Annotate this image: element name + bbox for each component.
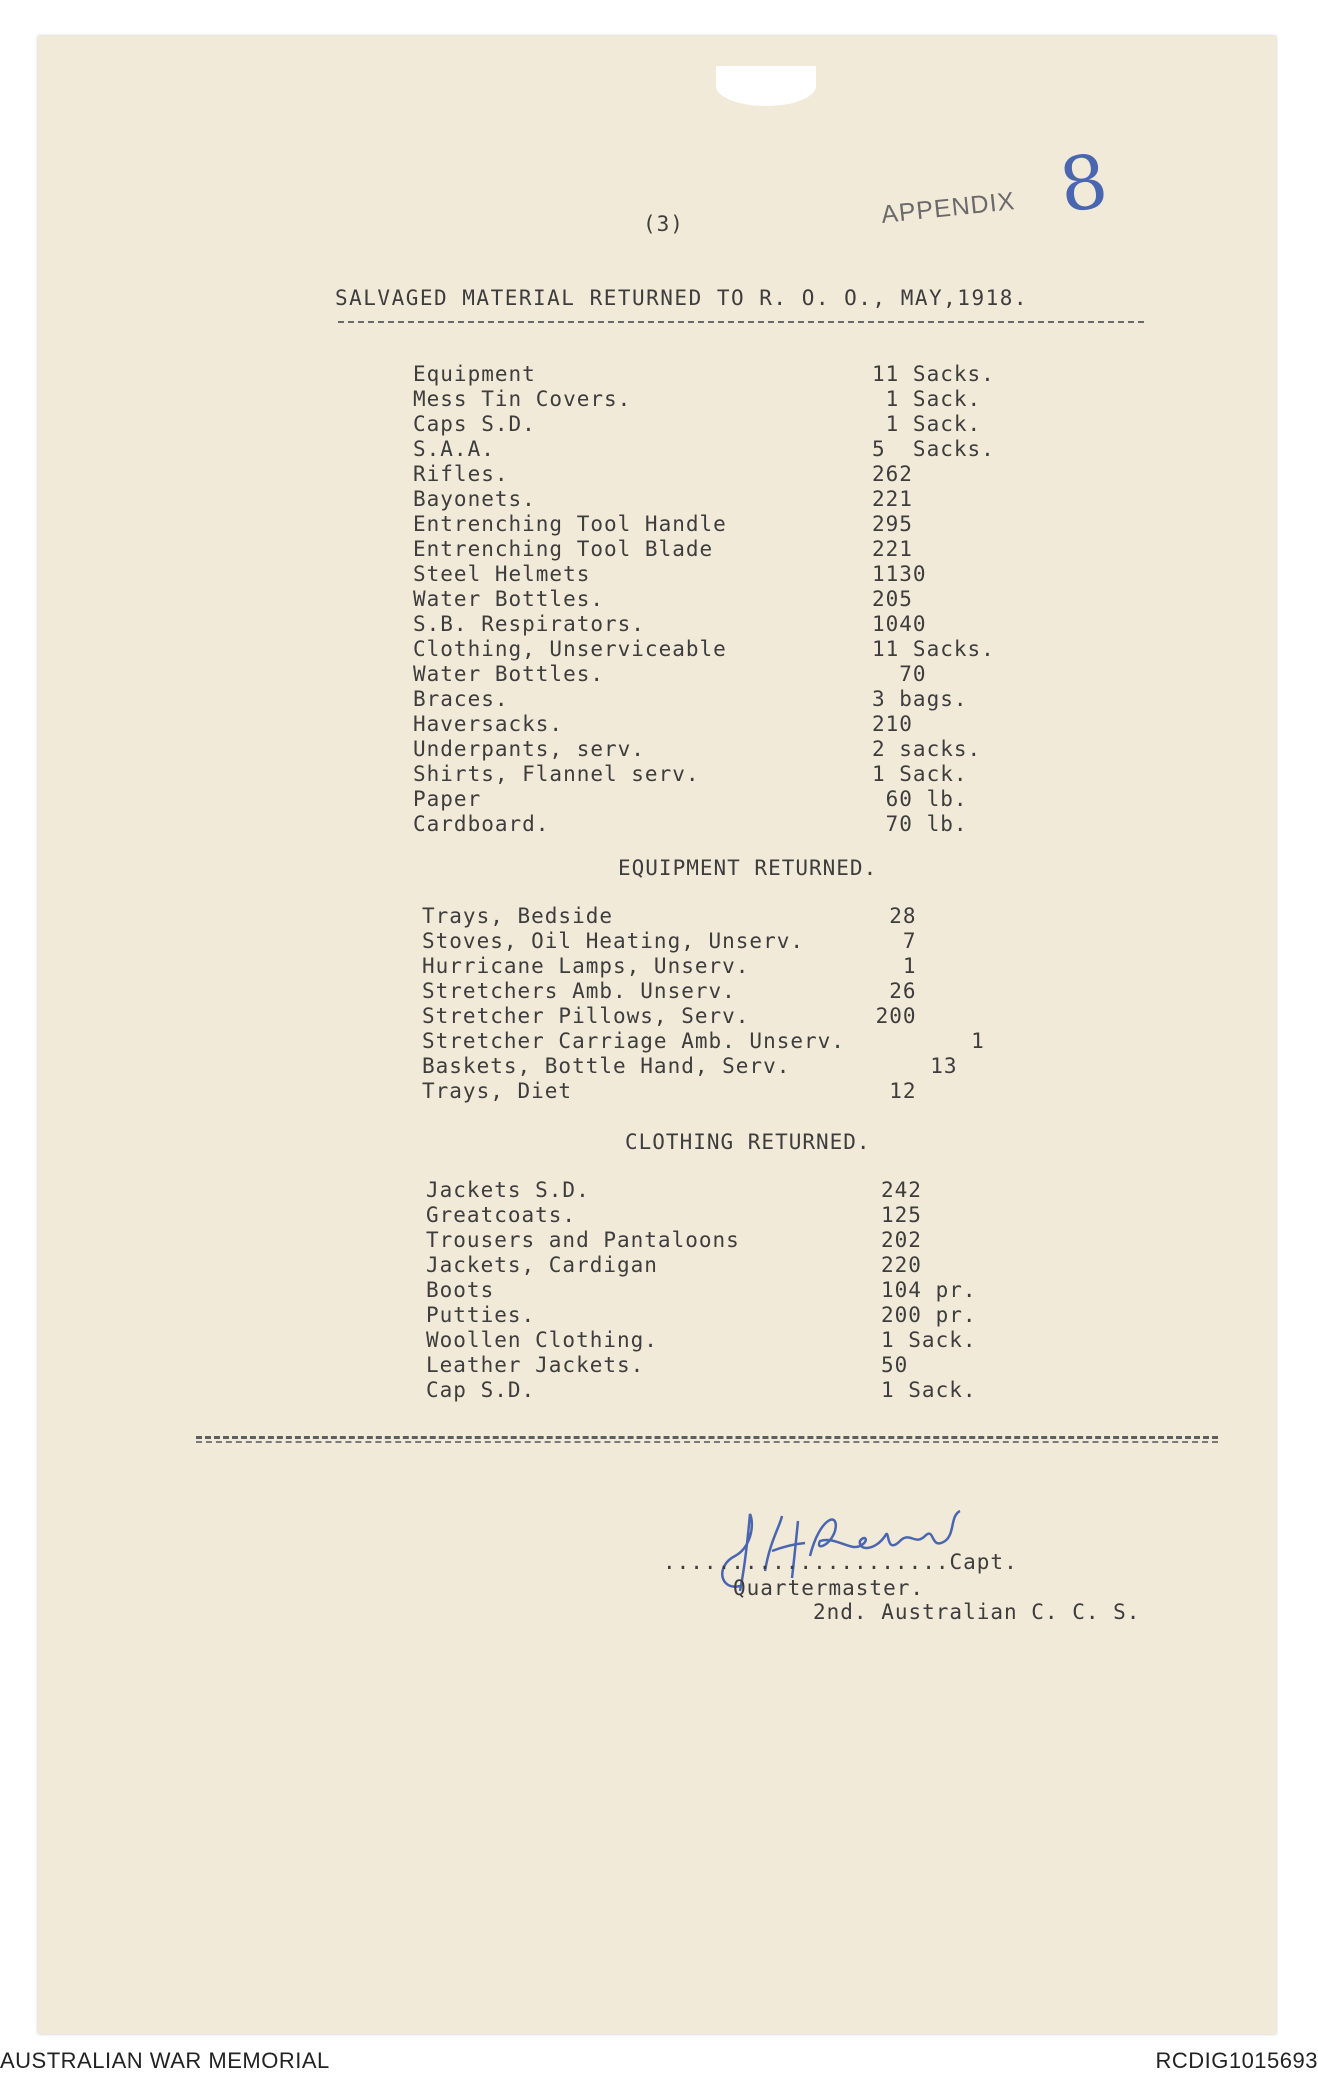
item-quantity: 2 sacks.	[872, 737, 982, 761]
item-name: Cardboard.	[413, 812, 550, 836]
item-quantity: 12	[862, 1079, 917, 1103]
item-quantity: 242	[881, 1178, 922, 1202]
signatory-role: Quartermaster.	[733, 1576, 925, 1600]
signature-line: .....................Capt.	[663, 1550, 1018, 1574]
item-name: Stretchers Amb. Unserv.	[422, 979, 736, 1003]
item-name: Steel Helmets	[413, 562, 591, 586]
item-quantity: 3 bags.	[872, 687, 968, 711]
item-quantity: 210	[872, 712, 913, 736]
item-quantity: 221	[872, 487, 913, 511]
item-name: S.B. Respirators.	[413, 612, 645, 636]
item-name: Trays, Bedside	[422, 904, 614, 928]
item-quantity: 220	[881, 1253, 922, 1277]
item-name: Putties.	[426, 1303, 536, 1327]
item-name: Trays, Diet	[422, 1079, 573, 1103]
item-quantity: 7	[862, 929, 917, 953]
appendix-number: 8	[1054, 138, 1113, 230]
item-quantity: 205	[872, 587, 913, 611]
item-name: Bayonets.	[413, 487, 536, 511]
item-name: Baskets, Bottle Hand, Serv.	[422, 1054, 791, 1078]
item-quantity: 200	[862, 1004, 917, 1028]
item-name: Underpants, serv.	[413, 737, 645, 761]
item-quantity: 70 lb.	[872, 812, 968, 836]
title-underline	[338, 321, 1144, 323]
document-title: SALVAGED MATERIAL RETURNED TO R. O. O., MAY,1918.	[335, 286, 1029, 310]
archive-reference-id: RCDIG1015693	[1155, 2048, 1318, 2073]
item-quantity: 200 pr.	[881, 1303, 977, 1327]
appendix-label: APPENDIX	[879, 187, 1017, 229]
item-quantity: 202	[881, 1228, 922, 1252]
item-quantity: 11 Sacks.	[872, 637, 995, 661]
item-name: Trousers and Pantaloons	[426, 1228, 740, 1252]
item-quantity: 28	[862, 904, 917, 928]
closing-rule	[196, 1436, 1218, 1439]
item-name: Jackets, Cardigan	[426, 1253, 658, 1277]
item-name: Cap S.D.	[426, 1378, 536, 1402]
item-name: Entrenching Tool Blade	[413, 537, 714, 561]
item-name: Jackets S.D.	[426, 1178, 590, 1202]
item-name: Boots	[426, 1278, 495, 1302]
item-quantity: 50	[881, 1353, 909, 1377]
item-name: Water Bottles.	[413, 587, 605, 611]
item-quantity: 221	[872, 537, 913, 561]
item-name: Paper	[413, 787, 482, 811]
item-quantity: 1 Sack.	[872, 387, 982, 411]
item-name: Stoves, Oil Heating, Unserv.	[422, 929, 805, 953]
item-name: Shirts, Flannel serv.	[413, 762, 700, 786]
item-name: Caps S.D.	[413, 412, 536, 436]
item-quantity: 1040	[872, 612, 927, 636]
item-name: Haversacks.	[413, 712, 564, 736]
item-quantity: 1	[862, 954, 917, 978]
item-name: Greatcoats.	[426, 1203, 577, 1227]
item-name: Mess Tin Covers.	[413, 387, 632, 411]
item-name: Woollen Clothing.	[426, 1328, 658, 1352]
item-quantity: 11 Sacks.	[872, 362, 995, 386]
archive-credit: AUSTRALIAN WAR MEMORIAL	[0, 2048, 330, 2073]
item-name: S.A.A.	[413, 437, 495, 461]
item-name: Leather Jackets.	[426, 1353, 645, 1377]
page-number: (3)	[643, 212, 684, 236]
item-name: Rifles.	[413, 462, 509, 486]
item-name: Stretcher Carriage Amb. Unserv.	[422, 1029, 845, 1053]
item-name: Equipment	[413, 362, 536, 386]
item-quantity: 5 Sacks.	[872, 437, 995, 461]
signatory-unit: 2nd. Australian C. C. S.	[813, 1600, 1141, 1624]
item-quantity: 70	[872, 662, 927, 686]
item-quantity: 104 pr.	[881, 1278, 977, 1302]
item-name: Stretcher Pillows, Serv.	[422, 1004, 750, 1028]
item-quantity: 60 lb.	[872, 787, 968, 811]
item-quantity: 1 Sack.	[881, 1328, 977, 1352]
item-quantity: 262	[872, 462, 913, 486]
closing-rule-lower	[196, 1441, 1218, 1443]
torn-edge	[716, 66, 816, 106]
equipment-returned-heading: EQUIPMENT RETURNED.	[618, 856, 878, 880]
item-quantity: 295	[872, 512, 913, 536]
item-quantity: 26	[862, 979, 917, 1003]
document-sheet	[38, 36, 1276, 2034]
clothing-returned-heading: CLOTHING RETURNED.	[625, 1130, 871, 1154]
item-name: Clothing, Unserviceable	[413, 637, 727, 661]
item-name: Entrenching Tool Handle	[413, 512, 727, 536]
item-quantity: 1 Sack.	[872, 762, 968, 786]
item-quantity: 13	[862, 1054, 958, 1078]
item-name: Hurricane Lamps, Unserv.	[422, 954, 750, 978]
item-quantity: 1	[862, 1029, 985, 1053]
item-name: Braces.	[413, 687, 509, 711]
item-quantity: 125	[881, 1203, 922, 1227]
item-quantity: 1 Sack.	[872, 412, 982, 436]
item-quantity: 1 Sack.	[881, 1378, 977, 1402]
item-name: Water Bottles.	[413, 662, 605, 686]
item-quantity: 1130	[872, 562, 927, 586]
